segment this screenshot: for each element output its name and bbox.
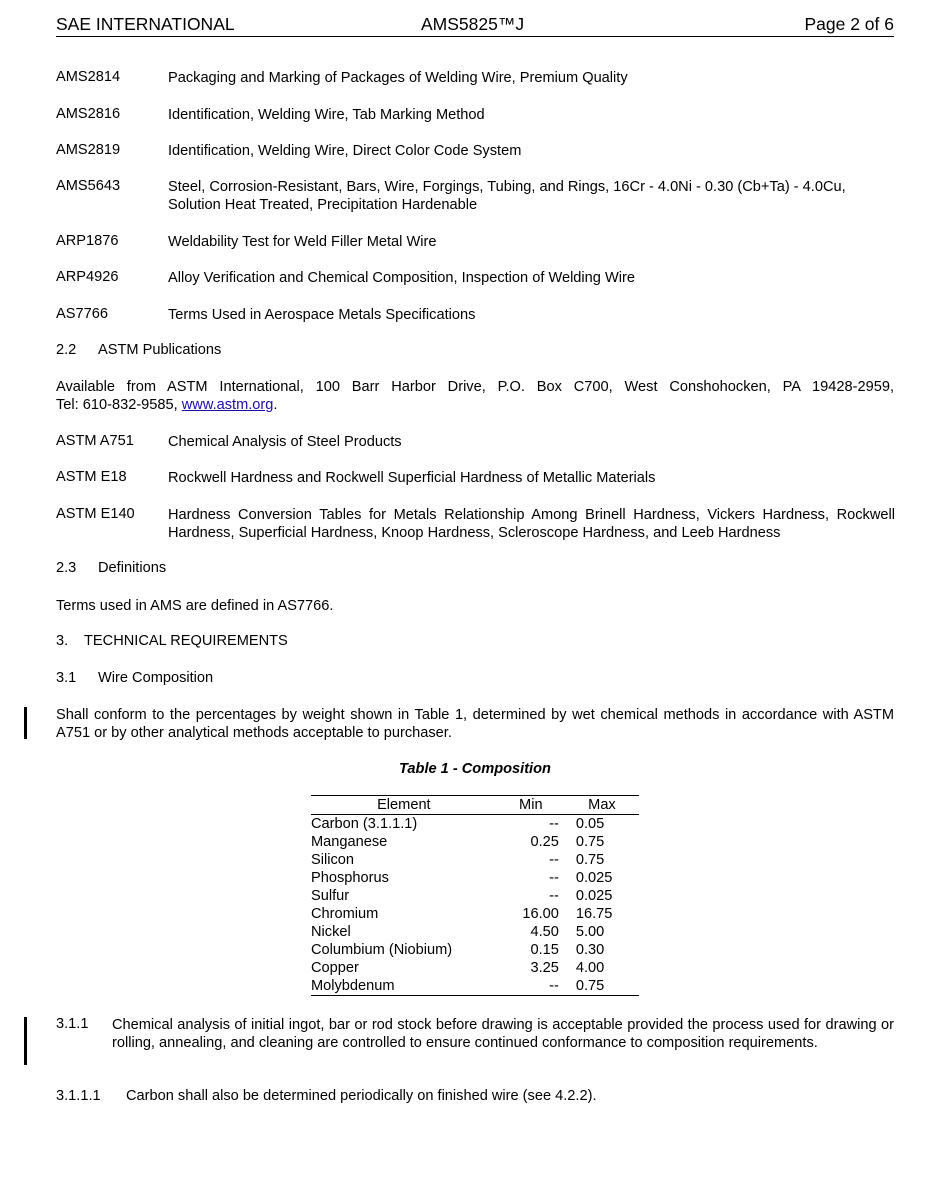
header-org: SAE INTERNATIONAL xyxy=(56,14,235,34)
reference-title: Terms Used in Aerospace Metals Specifications xyxy=(168,307,476,323)
section-heading: Definitions xyxy=(98,560,167,576)
reference-code: ASTM A751 xyxy=(56,433,134,449)
element-cell: Sulfur xyxy=(311,888,350,904)
astm-website-link[interactable]: www.astm.org xyxy=(181,397,274,413)
table-row xyxy=(311,851,639,869)
reference-title: Weldability Test for Weld Filler Metal Wire xyxy=(168,234,437,250)
section-number: 2.2 xyxy=(56,342,77,358)
reference-code: AMS2814 xyxy=(56,69,121,85)
table-row xyxy=(311,977,639,996)
column-header-element: Element xyxy=(311,796,497,815)
reference-code: AS7766 xyxy=(56,306,108,322)
element-cell: Silicon xyxy=(311,852,354,868)
astm-phone: Tel: 610-832-9585, xyxy=(56,397,178,413)
revision-change-bar xyxy=(24,707,27,739)
table-row xyxy=(311,815,639,834)
reference-title: Identification, Welding Wire, Direct Color Code System xyxy=(168,143,522,159)
composition-paragraph: Shall conform to the percentages by weight shown in Table 1, determined by wet chemical methods in accordance with ASTM A751 or by other analytical methods acceptable to purchaser. xyxy=(56,707,894,741)
header-page-number: Page 2 of 6 xyxy=(804,14,894,34)
max-cell: 0.75 xyxy=(575,852,605,868)
min-cell: -- xyxy=(549,816,559,832)
reference-code: ARP4926 xyxy=(56,269,119,285)
element-cell: Manganese xyxy=(311,834,388,850)
table-row xyxy=(311,905,639,923)
reference-code: ASTM E18 xyxy=(56,469,127,485)
reference-title: Steel, Corrosion-Resistant, Bars, Wire, Forgings, Tubing, and Rings, 16Cr - 4.0Ni - 0.30 (Cb+Ta) - 4.0Cu, Solution Heat Treated, Precipitation Hardenable xyxy=(168,179,846,213)
element-cell: Chromium xyxy=(311,906,379,922)
max-cell: 0.75 xyxy=(565,977,639,996)
element-cell: Columbium (Niobium) xyxy=(311,942,453,958)
element-cell: Copper xyxy=(311,960,359,976)
table-row xyxy=(311,869,639,887)
table-row xyxy=(311,887,639,905)
max-cell: 0.025 xyxy=(575,870,613,886)
min-cell: 4.50 xyxy=(530,924,559,940)
section-heading: TECHNICAL REQUIREMENTS xyxy=(84,633,288,649)
section-number: 3.1.1.1 xyxy=(56,1088,101,1104)
carbon-determination-paragraph: Carbon shall also be determined periodically on finished wire (see 4.2.2). xyxy=(126,1088,597,1104)
section-number: 3.1.1 xyxy=(56,1016,89,1032)
max-cell: 4.00 xyxy=(575,960,605,976)
min-cell: 3.25 xyxy=(530,960,559,976)
min-cell: -- xyxy=(549,870,559,886)
section-heading: Wire Composition xyxy=(98,670,214,686)
min-cell: -- xyxy=(549,888,559,904)
ingot-analysis-paragraph: Chemical analysis of initial ingot, bar or rod stock before drawing is acceptable provided the process used for drawing or rolling, annealing, and cleaning are controlled to ensure continued conformance to composition requirements. xyxy=(112,1017,894,1051)
element-cell: Phosphorus xyxy=(311,870,389,886)
composition-table xyxy=(311,795,639,996)
table-row xyxy=(311,959,639,977)
reference-code: AMS2819 xyxy=(56,142,121,158)
max-cell: 0.30 xyxy=(575,942,605,958)
definitions-text: Terms used in AMS are defined in AS7766. xyxy=(56,598,334,614)
table-caption: Table 1 - Composition xyxy=(399,761,551,777)
link-suffix: . xyxy=(273,397,278,413)
table-row xyxy=(311,923,639,941)
max-cell: 16.75 xyxy=(575,906,613,922)
min-cell: 0.15 xyxy=(530,942,559,958)
reference-code: AMS5643 xyxy=(56,178,121,194)
max-cell: 5.00 xyxy=(575,924,605,940)
header-rule xyxy=(56,36,894,37)
astm-availability-line-1: Available from ASTM International, 100 Barr Harbor Drive, P.O. Box C700, West Conshohocken, PA 19428-2959, xyxy=(56,379,894,395)
section-number: 3. xyxy=(56,633,69,649)
table-row xyxy=(311,941,639,959)
reference-code: AMS2816 xyxy=(56,106,121,122)
reference-title: Rockwell Hardness and Rockwell Superficial Hardness of Metallic Materials xyxy=(168,470,656,486)
reference-title: Hardness Conversion Tables for Metals Relationship Among Brinell Hardness, Vickers Hardness, Rockwell Hardness, Superficial Hardness, Knoop Hardness, Scleroscope Hardness, and Leeb Hardness xyxy=(168,507,895,541)
table-header-row xyxy=(311,796,639,815)
element-cell: Carbon (3.1.1.1) xyxy=(311,816,418,832)
astm-availability-line-2 xyxy=(56,396,894,414)
reference-title: Alloy Verification and Chemical Composition, Inspection of Welding Wire xyxy=(168,270,635,286)
min-cell: -- xyxy=(549,852,559,868)
reference-title: Packaging and Marking of Packages of Welding Wire, Premium Quality xyxy=(168,70,628,86)
revision-change-bar xyxy=(24,1017,27,1065)
element-cell: Molybdenum xyxy=(311,977,497,996)
max-cell: 0.75 xyxy=(575,834,605,850)
reference-code: ARP1876 xyxy=(56,233,119,249)
min-cell: -- xyxy=(497,977,565,996)
max-cell: 0.05 xyxy=(575,816,605,832)
header-doc-number: AMS5825™J xyxy=(421,14,525,34)
min-cell: 0.25 xyxy=(530,834,559,850)
reference-code: ASTM E140 xyxy=(56,506,135,522)
column-header-max: Max xyxy=(565,796,639,815)
section-heading: ASTM Publications xyxy=(98,342,222,358)
reference-title: Chemical Analysis of Steel Products xyxy=(168,434,402,450)
section-number: 2.3 xyxy=(56,560,77,576)
reference-title: Identification, Welding Wire, Tab Marking Method xyxy=(168,107,485,123)
max-cell: 0.025 xyxy=(575,888,613,904)
table-row xyxy=(311,833,639,851)
min-cell: 16.00 xyxy=(522,906,559,922)
section-number: 3.1 xyxy=(56,670,77,686)
column-header-min: Min xyxy=(497,796,565,815)
element-cell: Nickel xyxy=(311,924,351,940)
